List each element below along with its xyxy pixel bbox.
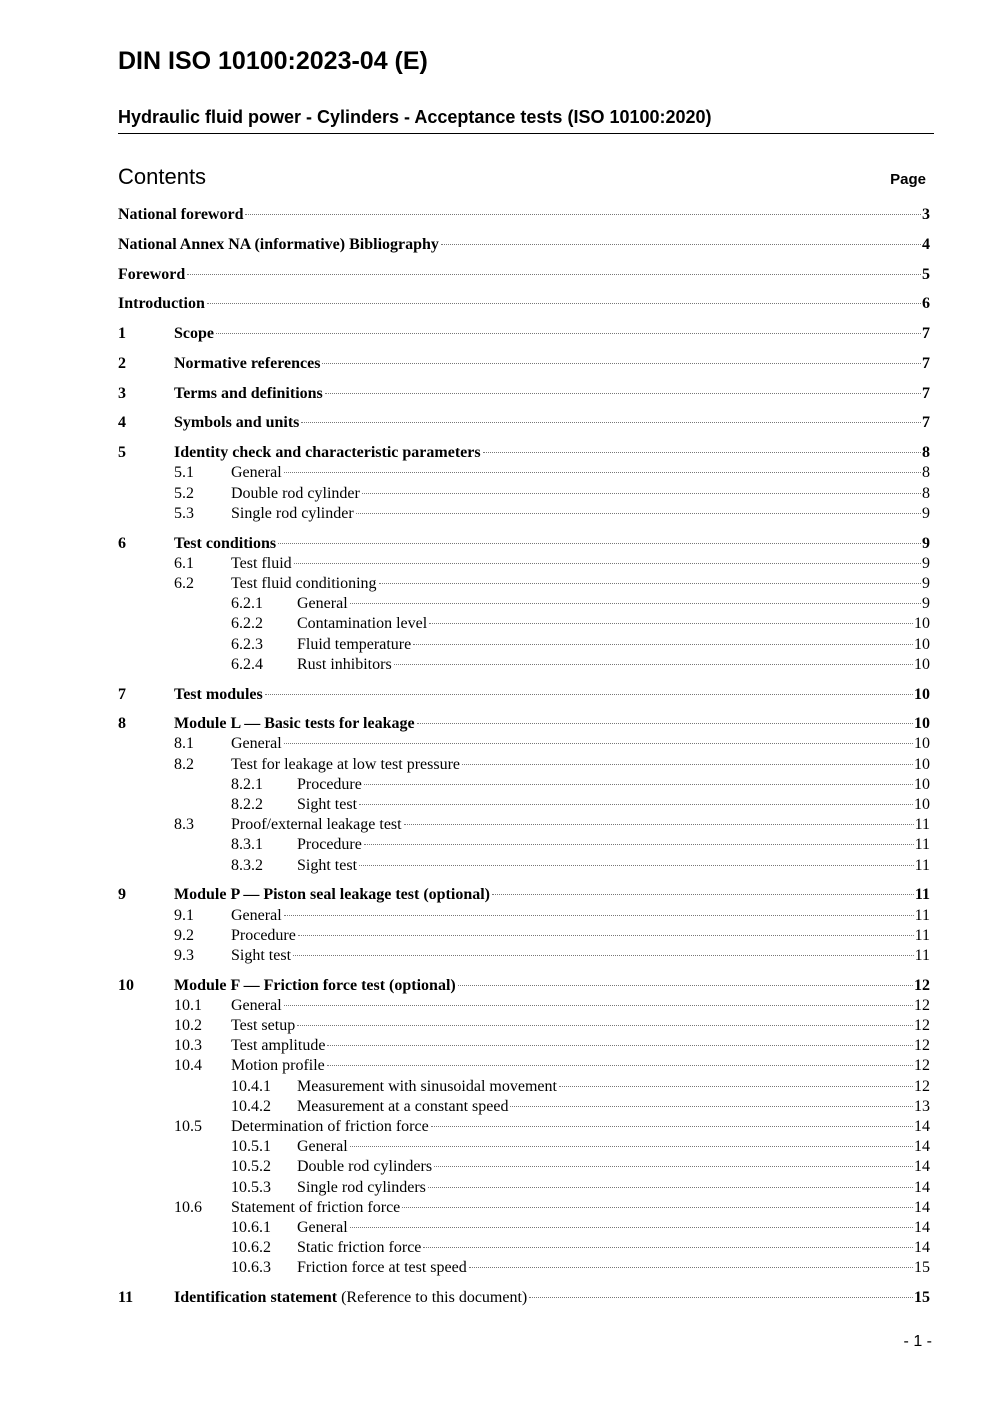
toc-entry-title-text: General — [231, 906, 282, 924]
toc-entry-title — [174, 413, 299, 433]
toc-entry-title-text: General — [231, 735, 282, 753]
dot-leader — [359, 865, 914, 866]
toc-entry-page: 12 — [914, 1057, 930, 1075]
toc-entry[interactable] — [118, 504, 930, 524]
toc-entry-title-text: Procedure — [297, 775, 362, 793]
toc-entry-title — [231, 815, 402, 835]
toc-entry-title — [231, 574, 377, 594]
dot-leader — [298, 935, 914, 936]
toc-entry-title-text: Measurement with sinusoidal movement — [297, 1077, 557, 1095]
toc-entry-title-text: Procedure — [297, 836, 362, 854]
toc-entry[interactable] — [118, 795, 930, 815]
toc-entry-title-text: Statement of friction force — [231, 1198, 401, 1216]
toc-entry-page: 10 — [914, 685, 930, 703]
toc-entry-page: 10 — [914, 755, 930, 773]
dot-leader — [462, 764, 913, 765]
toc-entry[interactable] — [118, 614, 930, 634]
toc-entry-number: 8.2.1 — [231, 775, 263, 793]
dot-leader — [559, 1086, 913, 1087]
dot-leader — [356, 513, 921, 514]
toc-entry[interactable] — [118, 1056, 930, 1076]
dot-leader — [325, 393, 921, 394]
toc-entry-page: 7 — [922, 414, 930, 432]
toc-entry-page: 6 — [922, 295, 930, 313]
toc-entry-page: 10 — [914, 615, 930, 633]
toc-entry-page: 12 — [914, 1037, 930, 1055]
page-number: - 1 - — [903, 1333, 932, 1350]
toc-entry-page: 3 — [922, 206, 930, 223]
toc-entry-title-text: Procedure — [231, 926, 296, 944]
toc-entry-page: 9 — [922, 595, 930, 613]
toc-entry-title-text: Single rod cylinder — [231, 504, 354, 522]
toc-entry-title-text: Foreword — [118, 265, 186, 283]
toc-entry-page: 14 — [914, 1218, 930, 1236]
toc-entry-page: 11 — [914, 816, 930, 834]
toc-entry-number: 10.5.1 — [231, 1138, 271, 1156]
toc-entry-page: 14 — [914, 1138, 930, 1156]
toc-entry-title-text: Measurement at a constant speed — [297, 1097, 509, 1115]
toc-entry-title — [174, 354, 320, 374]
toc-entry-title-text: Scope — [174, 325, 214, 343]
toc-entry-title — [231, 1198, 400, 1218]
dot-leader — [404, 824, 914, 825]
toc-entry-title — [231, 734, 282, 754]
toc-entry-number: 10.5.2 — [231, 1158, 271, 1176]
document-id: DIN ISO 10100:2023-04 (E) — [118, 47, 428, 75]
toc-entry-title-text: Identification statement — [174, 1289, 338, 1307]
toc-entry-number: 5.1 — [174, 464, 194, 482]
toc-entry-title — [118, 205, 243, 225]
toc-entry-page: 9 — [922, 504, 930, 522]
dot-leader — [417, 723, 913, 724]
toc-entry-title-text: Motion profile — [231, 1057, 325, 1075]
dot-leader — [278, 543, 921, 544]
toc-entry-number: 5.2 — [174, 484, 194, 502]
toc-entry[interactable] — [118, 443, 930, 463]
dot-leader — [429, 623, 913, 624]
toc-entry-title-text: Sight test — [297, 796, 358, 814]
dot-leader — [441, 244, 921, 245]
toc-entry[interactable] — [118, 926, 930, 946]
toc-entry-number: 10.3 — [174, 1037, 202, 1055]
toc-entry-title — [297, 1077, 557, 1097]
dot-leader — [529, 1297, 913, 1298]
toc-entry-title — [231, 1036, 325, 1056]
toc-entry-number: 4 — [118, 414, 126, 432]
toc-entry-page: 15 — [914, 1289, 930, 1307]
dot-leader — [327, 1045, 913, 1046]
toc-entry[interactable] — [118, 996, 930, 1016]
dot-leader — [245, 214, 921, 215]
toc-entry-number: 10.6.1 — [231, 1218, 271, 1236]
toc-entry-page: 14 — [914, 1118, 930, 1136]
toc-entry-title — [231, 996, 282, 1016]
toc-entry[interactable] — [118, 734, 930, 754]
toc-entry-number: 8.3 — [174, 816, 194, 834]
toc-entry-title-text: Module P — Piston seal leakage test (optional) — [174, 886, 490, 904]
dot-leader — [379, 583, 921, 584]
dot-leader — [359, 804, 913, 805]
toc-entry-title — [174, 1288, 527, 1308]
dot-leader — [362, 493, 921, 494]
toc-entry-title-text: Terms and definitions — [174, 384, 323, 402]
toc-entry-page: 8 — [922, 464, 930, 482]
toc-entry-page: 8 — [922, 484, 930, 502]
toc-entry[interactable] — [118, 205, 930, 225]
dot-leader — [327, 1065, 913, 1066]
toc-entry-page: 11 — [914, 886, 930, 904]
toc-entry-title-text: Test for leakage at low test pressure — [231, 755, 461, 773]
dot-leader — [394, 664, 913, 665]
toc-entry-page: 14 — [914, 1198, 930, 1216]
toc-entry-title-text: Friction force at test speed — [297, 1259, 467, 1277]
toc-entry-number: 6.1 — [174, 554, 194, 572]
toc-entry-number: 8.3.2 — [231, 856, 263, 874]
dot-leader — [364, 844, 914, 845]
toc-entry-title-text: General — [297, 595, 348, 613]
toc-entry[interactable] — [118, 1016, 930, 1036]
toc-entry[interactable] — [118, 354, 930, 374]
toc-entry-page: 9 — [922, 574, 930, 592]
toc-entry-title — [297, 1137, 348, 1157]
toc-entry-title-text: Rust inhibitors — [297, 655, 392, 673]
toc-entry-title-text: Identity check and characteristic parameters — [174, 444, 481, 462]
toc-entry-title — [231, 504, 354, 524]
toc-entry-title — [174, 685, 263, 705]
dot-leader — [434, 1166, 913, 1167]
toc-entry-title-text: General — [297, 1138, 348, 1156]
dot-leader — [492, 894, 914, 895]
toc-entry-page: 10 — [914, 655, 930, 673]
toc-entry-title-text: Introduction — [118, 295, 205, 313]
toc-entry-number: 9.1 — [174, 906, 194, 924]
toc-entry-title-text: Module L — Basic tests for leakage — [174, 715, 415, 733]
toc-entry-page: 7 — [922, 325, 930, 343]
toc-entry[interactable] — [118, 1097, 930, 1117]
toc-entry-title — [118, 294, 205, 314]
toc-entry-number: 8.2.2 — [231, 796, 263, 814]
toc-entry[interactable] — [118, 685, 930, 705]
toc-entry-number: 10.6.2 — [231, 1239, 271, 1257]
table-of-contents — [118, 205, 930, 1308]
toc-entry-title-text: Sight test — [297, 856, 358, 874]
toc-entry-title-text: Sight test — [231, 946, 292, 964]
toc-entry-title — [297, 614, 427, 634]
toc-entry[interactable] — [118, 635, 930, 655]
toc-entry-title — [174, 384, 323, 404]
toc-entry-number: 8.3.1 — [231, 836, 263, 854]
toc-entry-number: 6.2.3 — [231, 635, 263, 653]
toc-entry-title-text: Test fluid — [231, 554, 292, 572]
toc-entry-page: 10 — [914, 735, 930, 753]
document-subtitle: Hydraulic fluid power - Cylinders - Acceptance tests (ISO 10100:2020) — [118, 107, 934, 134]
toc-entry-title-text: Test conditions — [174, 534, 277, 552]
toc-entry-number: 6.2 — [174, 574, 194, 592]
toc-entry-title — [118, 265, 185, 285]
toc-entry-number: 2 — [118, 354, 126, 372]
toc-entry-title — [174, 976, 456, 996]
dot-leader — [413, 644, 913, 645]
dot-leader — [265, 694, 913, 695]
toc-entry-page: 11 — [914, 926, 930, 944]
toc-entry-number: 9.2 — [174, 926, 194, 944]
dot-leader — [364, 784, 913, 785]
toc-entry-page: 12 — [914, 996, 930, 1014]
toc-entry-title — [297, 655, 392, 675]
toc-entry-title-text: General — [297, 1218, 348, 1236]
toc-entry-title-text: National foreword — [118, 206, 244, 223]
dot-leader — [428, 1187, 913, 1188]
toc-entry-page: 11 — [914, 836, 930, 854]
toc-entry[interactable] — [118, 463, 930, 483]
toc-entry-page: 4 — [922, 235, 930, 253]
toc-entry-number: 8.2 — [174, 755, 194, 773]
dot-leader — [207, 303, 921, 304]
toc-entry[interactable] — [118, 835, 930, 855]
toc-entry-number: 10.4 — [174, 1057, 202, 1075]
toc-entry[interactable] — [118, 815, 930, 835]
toc-entry[interactable] — [118, 775, 930, 795]
dot-leader — [293, 955, 914, 956]
toc-entry-number: 10.1 — [174, 996, 202, 1014]
toc-entry-title — [231, 554, 292, 574]
toc-entry[interactable] — [118, 534, 930, 554]
toc-entry[interactable] — [118, 1198, 930, 1218]
toc-entry-page: 14 — [914, 1158, 930, 1176]
toc-entry-number: 6.2.1 — [231, 595, 263, 613]
toc-entry-page: 10 — [914, 775, 930, 793]
toc-entry-title-text: General — [231, 464, 282, 482]
dot-leader — [458, 985, 913, 986]
toc-entry[interactable] — [118, 714, 930, 734]
toc-entry-title — [297, 795, 357, 815]
toc-entry-page: 10 — [914, 796, 930, 814]
toc-entry-page: 13 — [914, 1097, 930, 1115]
toc-entry-number: 9.3 — [174, 946, 194, 964]
dot-leader — [297, 1025, 913, 1026]
toc-entry-title — [174, 443, 481, 463]
dot-leader — [216, 333, 921, 334]
dot-leader — [294, 563, 921, 564]
toc-entry[interactable] — [118, 1157, 930, 1177]
toc-entry-title — [231, 1056, 325, 1076]
toc-entry[interactable] — [118, 755, 930, 775]
toc-entry-page: 9 — [922, 534, 930, 552]
toc-entry[interactable] — [118, 235, 930, 255]
toc-entry-page: 15 — [914, 1259, 930, 1277]
contents-heading: Contents — [118, 164, 207, 189]
toc-entry[interactable] — [118, 484, 930, 504]
toc-entry-title-text: Normative references — [174, 354, 321, 372]
toc-entry-title — [231, 946, 291, 966]
toc-entry[interactable] — [118, 413, 930, 433]
dot-leader — [483, 452, 921, 453]
toc-entry[interactable] — [118, 554, 930, 574]
toc-entry-page: 7 — [922, 354, 930, 372]
dot-leader — [322, 363, 921, 364]
toc-entry-number: 10.6.3 — [231, 1259, 271, 1277]
toc-entry[interactable] — [118, 594, 930, 614]
toc-entry-page: 8 — [922, 444, 930, 462]
toc-entry-title — [231, 463, 282, 483]
toc-entry-title — [231, 1016, 295, 1036]
toc-entry-number: 11 — [118, 1289, 134, 1307]
toc-entry-page: 11 — [914, 856, 930, 874]
toc-entry-title-text: Double rod cylinders — [297, 1158, 433, 1176]
dot-leader — [284, 472, 921, 473]
toc-entry-page: 10 — [914, 635, 930, 653]
toc-entry-page: 14 — [914, 1178, 930, 1196]
toc-entry-title-text: Test amplitude — [231, 1037, 326, 1055]
toc-entry-number: 3 — [118, 384, 126, 402]
toc-entry-title — [297, 1157, 432, 1177]
toc-entry-number: 6.2.4 — [231, 655, 263, 673]
toc-entry-title — [174, 714, 415, 734]
toc-entry-page: 12 — [914, 1077, 930, 1095]
toc-entry-title — [231, 926, 296, 946]
toc-entry-number: 10.6 — [174, 1198, 202, 1216]
toc-entry-title-text: Determination of friction force — [231, 1118, 429, 1136]
toc-entry-number: 5 — [118, 444, 126, 462]
dot-leader — [402, 1207, 913, 1208]
toc-entry-number: 10.5.3 — [231, 1178, 271, 1196]
toc-entry-title-text: Test fluid conditioning — [231, 574, 377, 592]
toc-entry-title — [174, 534, 276, 554]
toc-entry-page: 12 — [914, 976, 930, 994]
toc-entry-title-text: Proof/external leakage test — [231, 816, 402, 834]
toc-entry[interactable] — [118, 1218, 930, 1238]
toc-entry-number: 7 — [118, 685, 126, 703]
toc-entry-title — [118, 235, 439, 255]
dot-leader — [350, 1227, 913, 1228]
toc-entry-number: 10.5 — [174, 1118, 202, 1136]
toc-entry[interactable] — [118, 885, 930, 905]
toc-entry-title — [297, 1258, 467, 1278]
toc-entry-title — [297, 856, 357, 876]
toc-entry-title-text: Symbols and units — [174, 414, 300, 432]
toc-entry[interactable] — [118, 1238, 930, 1258]
toc-entry-title-text: Module F — Friction force test (optional) — [174, 976, 456, 994]
toc-entry-title-text: Fluid temperature — [297, 635, 412, 653]
dot-leader — [301, 422, 921, 423]
dot-leader — [187, 274, 921, 275]
toc-entry-number: 10.4.1 — [231, 1077, 271, 1095]
toc-entry-title — [231, 484, 360, 504]
toc-entry-page: 11 — [914, 906, 930, 924]
toc-entry[interactable] — [118, 324, 930, 344]
toc-entry[interactable] — [118, 906, 930, 926]
toc-entry-title — [297, 835, 362, 855]
toc-entry[interactable] — [118, 1258, 930, 1278]
toc-entry-page: 14 — [914, 1239, 930, 1257]
toc-entry-title-text: National Annex NA (informative) Bibliography — [118, 235, 439, 253]
toc-entry-title — [297, 1097, 508, 1117]
dot-leader — [469, 1267, 913, 1268]
toc-entry-title — [297, 775, 362, 795]
toc-entry-page: 7 — [922, 384, 930, 402]
toc-entry-title — [231, 1117, 429, 1137]
toc-entry-number: 10.2 — [174, 1017, 202, 1035]
dot-leader — [284, 1005, 913, 1006]
toc-entry-number: 6.2.2 — [231, 615, 263, 633]
toc-entry-number: 5.3 — [174, 504, 194, 522]
toc-entry[interactable] — [118, 1036, 930, 1056]
toc-entry-title-suffix: (Reference to this document) — [337, 1289, 528, 1307]
toc-entry-number: 8 — [118, 715, 126, 733]
toc-entry-title-text: Test setup — [231, 1017, 296, 1035]
toc-entry-title — [231, 906, 282, 926]
dot-leader — [284, 743, 913, 744]
toc-entry-page: 11 — [914, 946, 930, 964]
toc-entry[interactable] — [118, 1178, 930, 1198]
dot-leader — [284, 915, 914, 916]
dot-leader — [510, 1106, 913, 1107]
toc-entry[interactable] — [118, 1137, 930, 1157]
toc-entry-title-text: General — [231, 996, 282, 1014]
toc-entry-number: 10 — [118, 976, 134, 994]
toc-entry-title-text: Static friction force — [297, 1239, 422, 1257]
toc-entry-title-text: Single rod cylinders — [297, 1178, 426, 1196]
toc-entry[interactable] — [118, 946, 930, 966]
dot-leader — [350, 1146, 913, 1147]
toc-entry[interactable] — [118, 384, 930, 404]
toc-entry-title — [297, 594, 348, 614]
toc-entry-title — [297, 1178, 426, 1198]
toc-entry-page: 5 — [922, 265, 930, 283]
toc-entry-title-text: Contamination level — [297, 615, 428, 633]
toc-entry[interactable] — [118, 1288, 930, 1308]
toc-entry-page: 9 — [922, 554, 930, 572]
toc-entry-number: 8.1 — [174, 735, 194, 753]
toc-entry-title-text: Double rod cylinder — [231, 484, 360, 502]
toc-entry-number: 1 — [118, 325, 126, 343]
toc-entry-number: 6 — [118, 534, 126, 552]
toc-entry[interactable] — [118, 574, 930, 594]
toc-entry[interactable] — [118, 265, 930, 285]
toc-entry-title — [297, 1218, 348, 1238]
toc-entry[interactable] — [118, 1117, 930, 1137]
toc-entry[interactable] — [118, 976, 930, 996]
toc-entry[interactable] — [118, 1077, 930, 1097]
page-column-label: Page — [890, 171, 926, 188]
dot-leader — [350, 603, 921, 604]
toc-entry-title-text: Test modules — [174, 685, 263, 703]
toc-entry[interactable] — [118, 294, 930, 314]
toc-entry[interactable] — [118, 856, 930, 876]
toc-entry-title — [297, 635, 411, 655]
toc-entry-title — [231, 755, 460, 775]
toc-entry-number: 10.4.2 — [231, 1097, 271, 1115]
toc-entry[interactable] — [118, 655, 930, 675]
toc-entry-page: 12 — [914, 1017, 930, 1035]
toc-entry-title — [174, 885, 490, 905]
toc-entry-number: 9 — [118, 886, 126, 904]
dot-leader — [423, 1247, 913, 1248]
dot-leader — [431, 1126, 913, 1127]
toc-entry-title — [297, 1238, 421, 1258]
toc-entry-page: 10 — [914, 715, 930, 733]
toc-entry-title — [174, 324, 214, 344]
